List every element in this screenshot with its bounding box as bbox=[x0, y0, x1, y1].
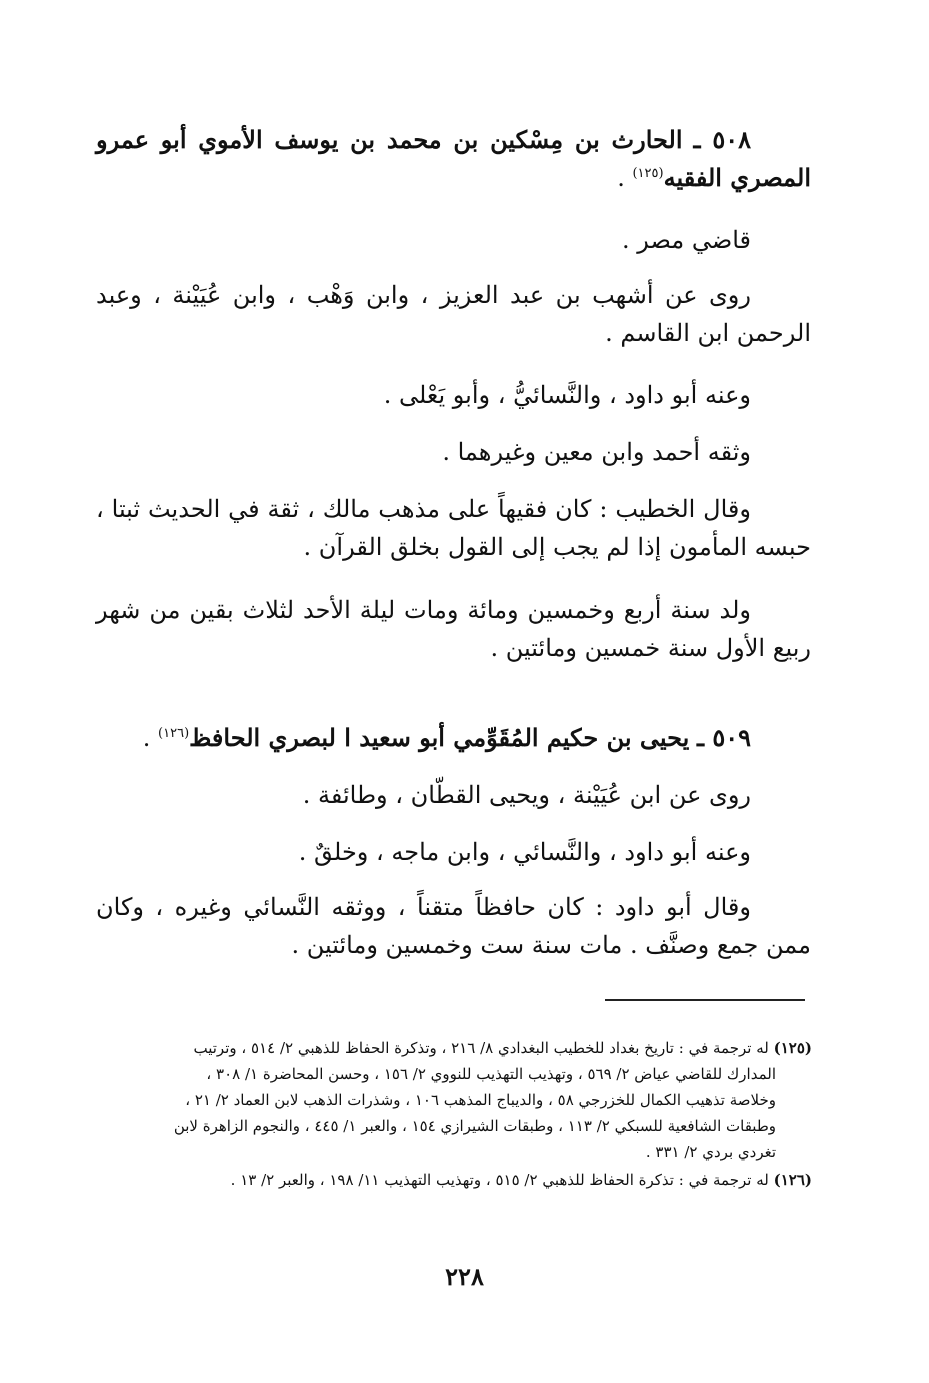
footnote-line: له ترجمة في : تذكرة الحفاظ للذهبي ٢/ ٥١٥ ، وتهذيب التهذيب ١١/ ١٩٨ ، والعبر ٢/ ١٣ . bbox=[230, 1171, 769, 1189]
paragraph: وعنه أبو داود ، والنَّسائيُّ ، وأبو يَعْلى . bbox=[383, 381, 751, 409]
footnote-125 bbox=[100, 1035, 812, 1165]
paragraph: روى عن أشهب بن عبد العزيز ، وابن وَهْب ، وابن عُيَيْنة ، وعبد الرحمن ابن القاسم . bbox=[96, 281, 811, 347]
entry-number: ٥٠٨ ـ bbox=[693, 125, 751, 154]
footnote-line: له ترجمة في : تاريخ بغداد للخطيب البغدادي ٨/ ٢١٦ ، وتذكرة الحفاظ للذهبي ٢/ ٥١٤ ، وترتيب bbox=[193, 1039, 769, 1057]
footnote-line: تغردي بردي ٢/ ٣٣١ . bbox=[645, 1143, 776, 1161]
paragraph: وثقه أحمد وابن معين وغيرهما . bbox=[442, 438, 751, 466]
entry-title: يحيى بن حكيم المُقَوِّمي أبو سعيد ا لبصري الحافظ bbox=[189, 723, 690, 752]
page-number: ٢٢٨ bbox=[445, 1262, 484, 1291]
entry-title: الحارث بن مِسْكين بن محمد بن يوسف الأموي أبو عمرو المصري الفقيه bbox=[96, 125, 811, 192]
paragraph: وقال أبو داود : كان حافظاً متقناً ، ووثقه النَّسائي وغيره ، وكان ممن جمع وصنَّف . مات سنة ست وخمسين ومائتين . bbox=[96, 893, 811, 959]
footnote-number: (١٢٥) bbox=[773, 1039, 812, 1057]
entry-509-heading bbox=[96, 719, 811, 757]
footnote-reference[interactable]: (١٢٥) bbox=[632, 166, 664, 181]
footnote-line: المدارك للقاضي عياض ٢/ ٥٦٩ ، وتهذيب التهذيب للنووي ٢/ ١٥٦ ، وحسن المحاضرة ١/ ٣٠٨ ، bbox=[206, 1065, 776, 1083]
paragraph: وعنه أبو داود ، والنَّسائي ، وابن ماجه ، وخلقٌ . bbox=[298, 838, 751, 866]
footnote-number: (١٢٦) bbox=[773, 1171, 812, 1189]
entry-title-end: . bbox=[617, 164, 625, 192]
footnote-126 bbox=[100, 1167, 812, 1193]
entry-title-end: . bbox=[142, 724, 151, 752]
footnote-separator bbox=[605, 999, 805, 1001]
footnote-line: وخلاصة تذهيب الكمال للخزرجي ٥٨ ، والديباج المذهب ١٠٦ ، وشذرات الذهب لابن العماد ٢/ ٢١ ، bbox=[185, 1091, 776, 1109]
paragraph: روى عن ابن عُيَيْنة ، ويحيى القطّان ، وطائفة . bbox=[302, 781, 751, 809]
paragraph: ولد سنة أربع وخمسين ومائة ومات ليلة الأحد لثلاث بقين من شهر ربيع الأول سنة خمسين ومائتين . bbox=[96, 596, 811, 662]
footnote-reference[interactable]: (١٢٦) bbox=[158, 726, 190, 741]
paragraph: وقال الخطيب : كان فقيهاً على مذهب مالك ، ثقة في الحديث ثبتا ، حبسه المأمون إذا لم يجب إلى القول بخلق القرآن . bbox=[96, 495, 811, 561]
paragraph: قاضي مصر . bbox=[622, 226, 751, 254]
footnote-line: وطبقات الشافعية للسبكي ٢/ ١١٣ ، وطبقات الشيرازي ١٥٤ ، والعبر ١/ ٤٤٥ ، والنجوم الزاهرة لابن bbox=[173, 1117, 776, 1135]
footnotes-section bbox=[100, 1035, 812, 1195]
entry-508-heading bbox=[96, 121, 811, 197]
entry-number: ٥٠٩ ـ bbox=[696, 723, 751, 752]
